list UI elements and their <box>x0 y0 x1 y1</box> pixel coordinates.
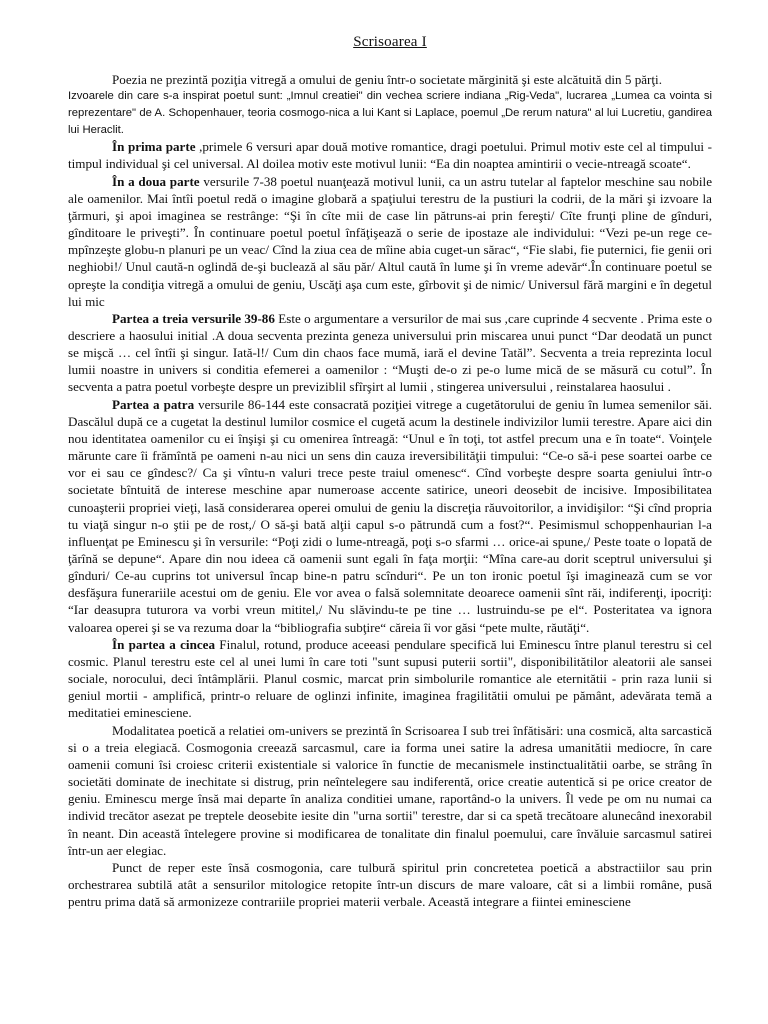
part4-paragraph <box>68 396 712 636</box>
part2-heading: În a doua parte <box>112 173 200 189</box>
reference-paragraph: Punct de reper este însă cosmogonia, care tulbură spiritul prin concretetea poetică a abstractiilor sau prin orchestrarea subtilă atât a sensurilor mitologice retopite într-un discurs de mare valoare, cât si a limbii române, pusă pentru prima dată să armonizeze contrariile propriei materii verbale. Această integrare a fiintei eminesciene <box>68 859 712 910</box>
modalities-paragraph: Modalitatea poetică a relatiei om-univers se prezintă în Scrisoarea I sub trei înfătisări: una cosmică, alta sarcastică si o a treia elegiacă. Cosmogonia creează sarcasmul, care ia forma unei satire la adresa umanitătii mediocre, în care oamenii comuni îsi croiesc criterii existentiale si valorice în functie de mecanismele instinctualitătii oarbe, se strâng în societăti dominate de inechitate si distrug, prin neîntelegere sau indiferentă, orice creatie autentică si pe orice creator de geniu. Eminescu merge însă mai departe în analiza conditiei umane, raportând-o la univers. Îl vede pe om nu numai ca individ trecător asezat pe treptele deosebite iesite din "urna sortii" terestre, dar si ca spetă trecătoare alunecând inexorabil în neant. Din această întelegere provine si modificarea de tonalitate din finalul poemului, care învăluie sarcasmul satirei într-un aer elegiac. <box>68 722 712 858</box>
part1-paragraph <box>68 138 712 172</box>
part3-heading: Partea a treia versurile 39-86 <box>112 310 275 326</box>
part1-heading: În prima parte <box>112 139 196 155</box>
part2-text: versurile 7-38 poetul nuanţează motivul lunii, ca un astru tutelar al faptelor meschine sau nobile ale oamenilor. Mai întîi poetul redă o imagine globară a spaţiului terestru de la pustiuri la codrii, de la mări şi izvoare la ţărmuri, şi apoi imaginea se restrânge: “Şi în cîte mii de case lin pătruns-ai prin fereşti/ Cîte frunţi pline de gînduri, gînditoare le priveşti”. În continuare poetul poetul înfăţişează o serie de ipostaze ale individului: “Vezi pe-un rege ce-mpînzeşte globu-n planuri pe un veac/ Cînd la ziua cea de mîine abia cuget-un sărac“, “Fie slabi, fie puternici, fie genii ori neghiobi!/ Unul caută-n oglindă de-şi buclează al său păr/ Altul caută în lume şi în vreme adevăr“.În continuare poetul se opreşte la condiţia vitregă a omului de geniu, Uscăţi aşa cum este, gîrbovit şi de nimic/ Universul fără margini e în degetul lui mic <box>68 173 713 309</box>
sources-paragraph: Izvoarele din care s-a inspirat poetul sunt: „Imnul creatiei" din vechea scriere indiana „Rig-Veda", lucrarea „Lumea ca vointa si reprezentare" de A. Schopenhauer, teoria cosmogo-nica a lui Kant si Laplace, poemul „De rerum natura" al lui Lucretiu, gandirea lui Heraclit. <box>68 90 712 136</box>
part1-text: ,primele 6 versuri apar două motive romantice, dragi poetului. Primul motiv este cel al timpului - timpul individual şi cel universal. Al doilea motiv este motivul lunii: “Ea din noaptea amintirii o vecie-ntreagă scoate“. <box>68 139 712 172</box>
part5-heading: În partea a cincea <box>112 636 216 652</box>
part2-paragraph <box>68 173 712 310</box>
document-title: Scrisoarea I <box>353 34 427 50</box>
part4-text: versurile 86-144 este consacrată poziţiei vitrege a cugetătorului de geniu în lumea semenilor săi. Dascălul după ce a cugetat la destinul lumilor cosmice el cugetă acum la destinele indivizilor lumii terestre. Apare aici din nou identitatea oamenilor cu ei înşişi şi cu omenirea întreagă: “Unul e în toţi, tot astfel precum una e în toate“. Voinţele mărunte care îi frămîntă pe oameni n-au nici un sens din cauza ireversibilităţii timpului: “Ce-o să-i pese soartei oarbe ce vor ei sau ce gîndesc?/ Ca şi vîntu-n valuri trece peste traiul omenesc“. Cînd vorbeşte despre soarta geniului într-o societate bîntuită de interese meschine apar numeroase accente satirice, uneori deosebit de incisive. Imposibilitatea cunoaşterii propriei vieţi, lasă considerarea operei omului de geniu la discreţia răuvoitorilor, a invidişilor: “Şi cînd propria tu viaţă singur n-o ştii pe de rost,/ O să-şi bată alţii capul s-o pătrundă cum a fost?“. Pesimismul schoppenhaurian l-a influenţat pe Eminescu şi în versurile: “Poţi zidi o lume-ntreagă, poţi s-o sfarmi … orice-ai spune,/ Peste toate o lopată de ţărînă se depune“. Apare din nou ideea că oamenii sunt egali în faţa morţii: “Mîna care-au dorit sceptrul universului şi gînduri/ Ce-au cuprins tot universul încap bine-n patru scînduri“. Pe un ton ironic poetul îşi imaginează cum se vor desfăşura funerariile acestui om de geniu. Ele vor avea o falsă solemnitate deoarece oamenii sînt răi, indiferenţi, ipocriţi: “Iar deasupra tuturora va vorbi vreun mititel,/ Nu slăvindu-te pe tine … lustruindu-se pe el“. Posteritatea va ignora valoarea operei şi se va rezuma doar la “bibliografia subţire“ căreia îi vor găsi “pete multe, răutăţi“. <box>68 396 712 635</box>
part3-text: Este o argumentare a versurilor de mai sus ,care cuprinde 4 secvente . Prima este o descriere a haosului initial .A doua secventa prezinta geneza universului prin miscarea unui punct “Dar deodată un punct se mişcă … cel întîi şi singur. Iată-l!/ Cum din chaos face mumă, iară el devine Tatăl”. Secventa a treia reprezinta locul lumii noastre in univers si conditia efemerei a oamenilor : “Muşti de-o zi pe-o lume mică de se măsură cu cotul”. În secventa a patra poetul vorbeşte despre un previziblil sfîrşirt al lumii , stingerea universului , reinstalarea haosului . <box>68 310 712 395</box>
part4-heading: Partea a patra <box>112 396 195 412</box>
part5-paragraph <box>68 636 712 722</box>
intro-paragraph: Poezia ne prezintă poziţia vitregă a omului de geniu într-o societate mărginită şi este alcătuită din 5 părţi. <box>112 72 662 87</box>
part3-paragraph <box>68 310 712 396</box>
part5-text: Finalul, rotund, produce aceeasi pendulare specifică lui Eminescu între planul terestru si cel cosmic. Planul terestru este cel al unei lumi în care toti "sunt supusi puterii sortii", disponibilitătilor aleatorii ale sansei sociale, norocului, deci întâmplării. Planul cosmic, marcat prin simbolurile romantice ale eternitătii - prin raza lunii si geniul mortii - amplifică, printr-o reluare de oglinzi infinite, imaginea fragilitătii omului pe pământ, adevărata temă a meditatiei eminesciene. <box>68 636 712 721</box>
